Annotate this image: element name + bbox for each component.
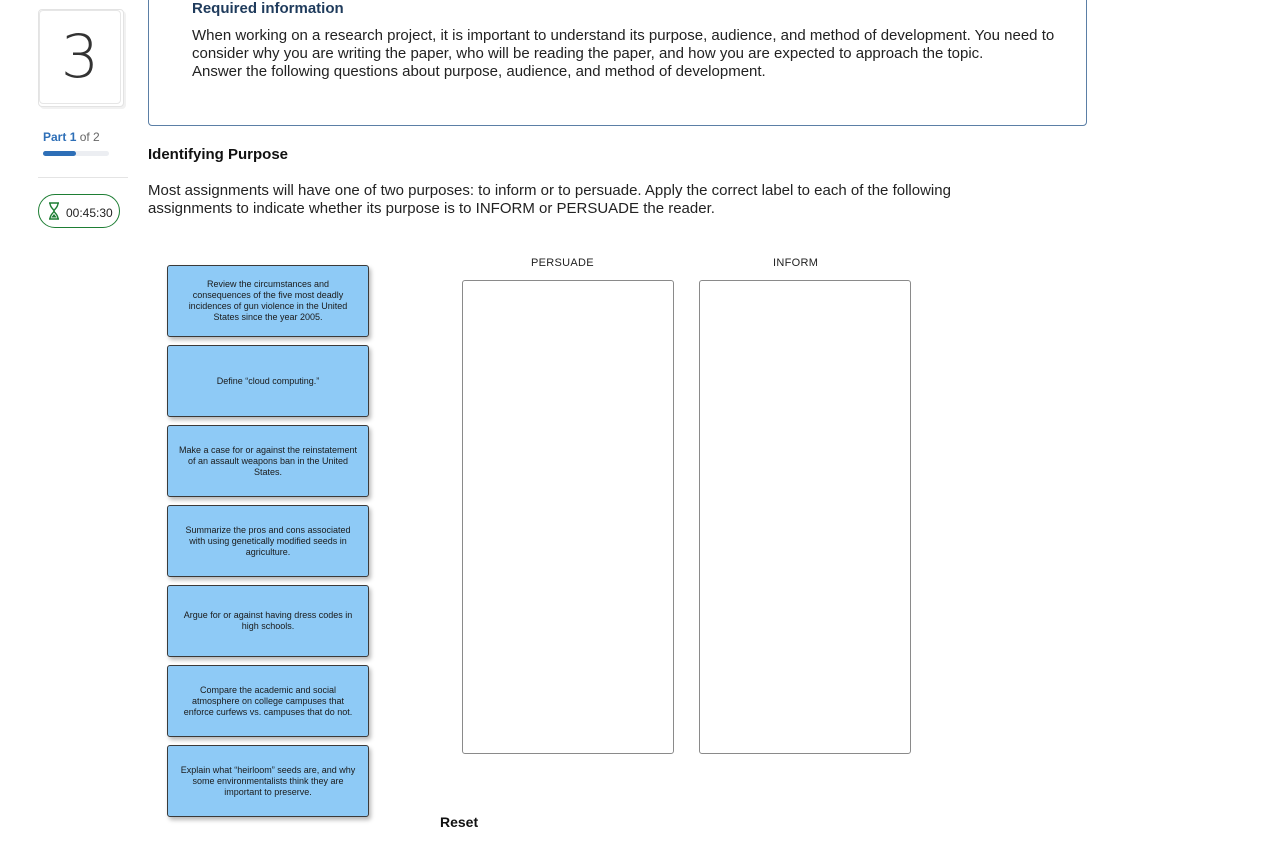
required-info-instruction: Answer the following questions about purpose, audience, and method of development. [192,63,766,80]
inform-column-header: INFORM [773,257,819,269]
hourglass-icon [48,202,60,220]
required-info-paragraph: When working on a research project, it is important to understand its purpose, audience, and method of development. You need to consider why you are writing the paper, who will be reading the paper, and how you are expected to approach the topic. [192,27,1055,62]
persuade-column-header: PERSUADE [531,257,594,269]
drag-card[interactable]: Argue for or against having dress codes in high schools. [167,585,369,657]
part-current: 1 [69,130,77,144]
timer-time: 00:45:30 [66,205,113,220]
drag-card[interactable]: Compare the academic and social atmosphere on college campuses that enforce curfews vs. campuses that do not. [167,665,369,737]
question-number-card [38,9,124,107]
inform-drop-zone[interactable] [699,280,911,754]
part-prefix: Part [43,130,67,144]
persuade-drop-zone[interactable] [462,280,674,754]
instructions-text: Most assignments will have one of two purposes: to inform or to persuade. Apply the correct label to each of the following assignments to indicate whether its purpose is to INFORM or PERSUADE the reader. [148,182,951,217]
part-progress-fill [43,151,76,156]
part-total: of 2 [79,130,100,144]
required-info-box [148,0,1087,126]
part-indicator [43,130,100,144]
timer[interactable] [38,194,120,228]
drag-card[interactable]: Review the circumstances and consequences of the five most deadly incidences of gun violence in the United States since the year 2005. [167,265,369,337]
question-number: 3 [60,22,100,92]
reset-button[interactable]: Reset [440,814,479,830]
drag-card[interactable]: Define “cloud computing.” [167,345,369,417]
drag-card[interactable]: Make a case for or against the reinstatement of an assault weapons ban in the United States. [167,425,369,497]
required-info-title: Required information [192,0,344,17]
rail-divider [38,177,128,178]
part-progress-bar [43,151,109,156]
drag-card[interactable]: Explain what “heirloom” seeds are, and why some environmentalists think they are important to preserve. [167,745,369,817]
required-info-text [192,27,1062,81]
drag-card[interactable]: Summarize the pros and cons associated with using genetically modified seeds in agriculture. [167,505,369,577]
section-title: Identifying Purpose [148,146,289,163]
question-number-inner [39,10,121,104]
